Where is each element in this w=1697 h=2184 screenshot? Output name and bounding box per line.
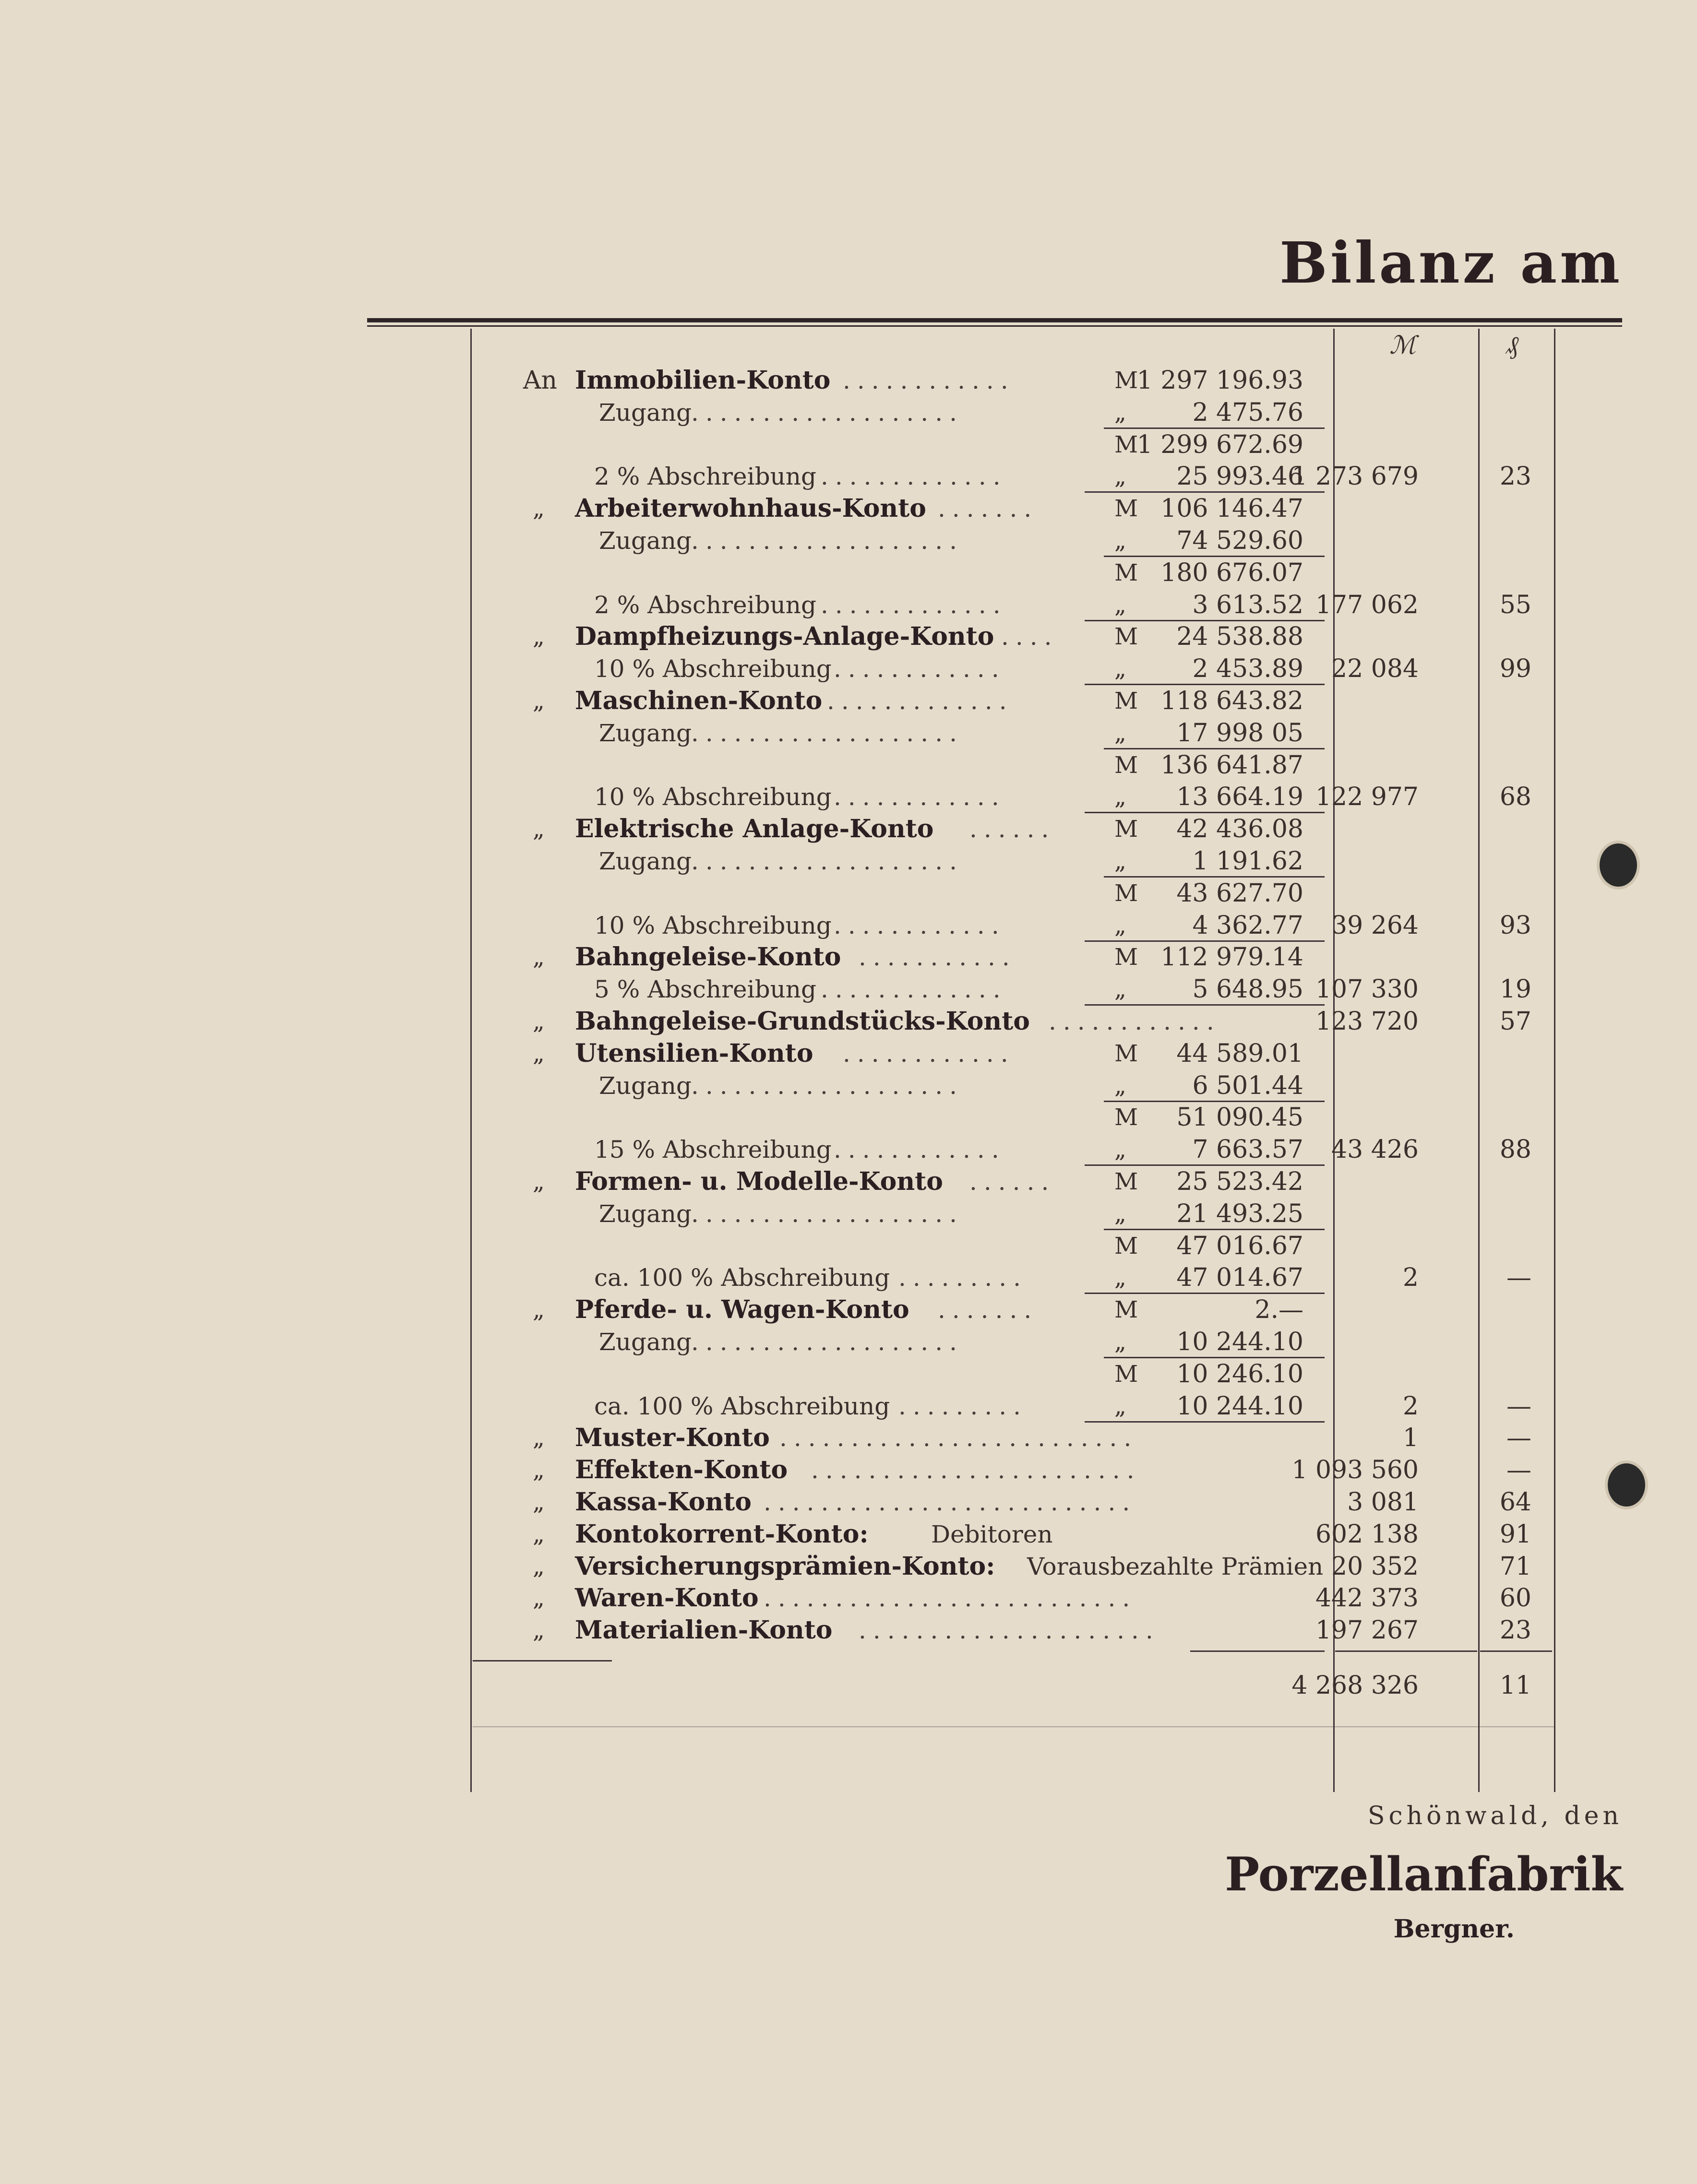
- leader-dots: ...................: [691, 847, 964, 875]
- currency-mark: M: [1114, 816, 1138, 843]
- leader-dots: ...................: [691, 527, 964, 555]
- row-prefix: „: [533, 1168, 545, 1195]
- ditto-mark: „: [1114, 1200, 1126, 1227]
- pfennig-value: 71: [1499, 1552, 1531, 1581]
- mark-value: 20 352: [1331, 1552, 1419, 1581]
- ledger-row: [0, 1262, 1697, 1294]
- account-name: Materialien-Konto: [575, 1615, 833, 1645]
- ditto-mark: „: [1114, 783, 1126, 810]
- addition-label: Zugang: [599, 1200, 692, 1228]
- mark-value: 602 138: [1315, 1520, 1419, 1549]
- mark-value: 1 093 560: [1291, 1456, 1419, 1484]
- ledger-row: [0, 621, 1697, 653]
- leader-dots: ...................: [691, 1200, 964, 1228]
- amount: 10 244.10: [1176, 1392, 1303, 1421]
- total-mark: 4 268 326: [1291, 1671, 1419, 1700]
- ditto-mark: „: [1114, 399, 1126, 426]
- amount: 17 998 05: [1176, 719, 1303, 748]
- depreciation-label: ca. 100 % Abschreibung: [594, 1264, 890, 1292]
- account-name: Bahngeleise-Grundstücks-Konto: [575, 1007, 1030, 1036]
- row-prefix: „: [533, 1521, 545, 1548]
- leader-dots: ...................: [691, 1328, 964, 1356]
- ledger-row: [0, 1134, 1697, 1165]
- ditto-mark: „: [1114, 848, 1126, 875]
- signature-place: Schönwald, den: [1367, 1802, 1623, 1830]
- leader-dots: ............: [843, 367, 1015, 394]
- amount: 136 641.87: [1160, 751, 1303, 780]
- row-prefix: „: [533, 1008, 545, 1035]
- pfennig-value: 55: [1499, 591, 1531, 619]
- ledger-row: [0, 1519, 1697, 1550]
- mark-value: 1 273 679: [1291, 462, 1419, 491]
- amount: 106 146.47: [1160, 494, 1303, 523]
- amount: 25 993.46: [1176, 462, 1303, 491]
- amount: 10 244.10: [1176, 1328, 1303, 1356]
- ledger-row: [0, 493, 1697, 524]
- ledger-row: [0, 878, 1697, 909]
- mark-value: 197 267: [1315, 1616, 1419, 1645]
- addition-label: Zugang: [599, 1328, 692, 1356]
- amount: 1 297 196.93: [1136, 366, 1303, 395]
- ditto-mark: „: [1114, 1329, 1126, 1355]
- currency-mark: M: [1114, 559, 1138, 586]
- account-name: Kontokorrent-Konto:: [575, 1519, 869, 1549]
- currency-mark: M: [1114, 1168, 1138, 1195]
- ledger-row: [0, 1422, 1697, 1454]
- mark-value: 177 062: [1315, 591, 1419, 619]
- ledger-row: [0, 1486, 1697, 1518]
- depreciation-label: 2 % Abschreibung: [594, 463, 816, 490]
- mark-value: 442 373: [1315, 1584, 1419, 1613]
- leader-dots: .............: [821, 975, 1007, 1003]
- currency-mark: M: [1114, 1296, 1138, 1323]
- amount: 13 664.19: [1176, 783, 1303, 811]
- ditto-mark: „: [1114, 527, 1126, 554]
- leader-dots: ......: [969, 815, 1056, 843]
- ledger-row: [0, 1166, 1697, 1198]
- currency-mark: M: [1114, 752, 1138, 779]
- amount: 25 523.42: [1176, 1167, 1303, 1196]
- leader-dots: .........: [898, 1392, 1028, 1420]
- pfennig-header: ₰: [1506, 331, 1518, 360]
- pfennig-value: 57: [1499, 1007, 1531, 1036]
- row-prefix: „: [533, 688, 545, 714]
- pfennig-value: 60: [1499, 1584, 1531, 1613]
- pfennig-value: —: [1506, 1263, 1531, 1292]
- mark-value: 2: [1402, 1392, 1419, 1421]
- ledger-row: [0, 1582, 1697, 1614]
- pfennig-value: 19: [1499, 975, 1531, 1004]
- depreciation-label: 10 % Abschreibung: [594, 783, 832, 811]
- row-prefix: „: [533, 944, 545, 971]
- leader-dots: .......: [938, 495, 1039, 522]
- row-prefix: „: [533, 816, 545, 843]
- leader-dots: .......................: [811, 1456, 1141, 1484]
- addition-label: Zugang: [599, 719, 692, 747]
- signature-firm: Porzellanfabrik: [1225, 1847, 1623, 1901]
- addition-label: Zugang: [599, 527, 692, 555]
- amount: 10 246.10: [1176, 1360, 1303, 1389]
- leader-dots: ...................: [691, 1072, 964, 1100]
- pfennig-value: —: [1506, 1392, 1531, 1421]
- ledger-row: [0, 1614, 1697, 1646]
- amount-total-rule: [1190, 1650, 1325, 1652]
- mark-total-rule: [1335, 1650, 1477, 1652]
- addition-label: Zugang: [599, 1072, 692, 1100]
- account-name: Elektrische Anlage-Konto: [575, 814, 934, 843]
- currency-mark: M: [1114, 623, 1138, 650]
- pfennig-value: 93: [1499, 911, 1531, 940]
- currency-mark: M: [1114, 431, 1138, 458]
- punch-hole-lower: [1608, 1463, 1645, 1507]
- currency-mark: M: [1114, 880, 1138, 907]
- row-prefix: „: [533, 1489, 545, 1516]
- ledger-row: [0, 1038, 1697, 1069]
- amount: 118 643.82: [1160, 687, 1303, 715]
- pfennig-value: 88: [1499, 1135, 1531, 1164]
- ledger-row: [0, 973, 1697, 1005]
- mark-value: 2: [1402, 1263, 1419, 1292]
- account-name: Formen- u. Modelle-Konto: [575, 1167, 943, 1196]
- ledger-row: [0, 365, 1697, 396]
- amount: 47 016.67: [1176, 1232, 1303, 1260]
- leader-dots: ..........................: [764, 1584, 1137, 1612]
- currency-mark: M: [1114, 1104, 1138, 1131]
- ledger-row: [0, 429, 1697, 461]
- ledger-row: [0, 397, 1697, 428]
- page-title: Bilanz am: [1279, 229, 1623, 296]
- addition-label: Zugang: [599, 399, 692, 427]
- amount: 112 979.14: [1160, 943, 1303, 972]
- mark-value: 3 081: [1347, 1488, 1419, 1517]
- ledger-row: [0, 1390, 1697, 1422]
- punch-hole-upper: [1600, 843, 1637, 887]
- leader-dots: ............: [834, 655, 1006, 683]
- account-name: Effekten-Konto: [575, 1455, 788, 1484]
- ditto-mark: „: [1114, 976, 1126, 1003]
- account-name: Maschinen-Konto: [575, 686, 823, 715]
- bottom-faint-rule: [473, 1726, 1554, 1727]
- ditto-mark: „: [1114, 720, 1126, 747]
- leader-dots: ......: [969, 1168, 1056, 1196]
- mark-header: ℳ: [1389, 331, 1416, 360]
- ledger-row: [0, 1198, 1697, 1230]
- header-rule: [367, 318, 1622, 322]
- ledger-row: [0, 685, 1697, 717]
- pfennig-value: 23: [1499, 1616, 1531, 1645]
- pfennig-value: 23: [1499, 462, 1531, 491]
- account-name: Versicherungsprämien-Konto:: [575, 1552, 995, 1581]
- mark-value: 1: [1402, 1424, 1419, 1452]
- ledger-row: [0, 653, 1697, 685]
- currency-mark: M: [1114, 944, 1138, 971]
- account-note: Vorausbezahlte Prämien: [1027, 1553, 1324, 1580]
- row-prefix: An: [523, 366, 558, 395]
- ditto-mark: „: [1114, 1264, 1126, 1291]
- leader-dots: .............: [827, 687, 1014, 715]
- depreciation-label: 2 % Abschreibung: [594, 591, 816, 619]
- row-prefix: „: [533, 1424, 545, 1451]
- leader-dots: ....: [1001, 623, 1059, 651]
- left-total-rule: [473, 1660, 612, 1662]
- leader-dots: ...................: [691, 719, 964, 747]
- currency-mark: M: [1114, 1233, 1138, 1259]
- account-name: Kassa-Konto: [575, 1487, 752, 1517]
- ditto-mark: „: [1114, 1136, 1126, 1163]
- depreciation-label: 10 % Abschreibung: [594, 912, 832, 939]
- pfennig-value: 64: [1499, 1488, 1531, 1517]
- amount: 7 663.57: [1192, 1135, 1303, 1164]
- row-prefix: „: [533, 1617, 545, 1644]
- mark-value: 123 720: [1315, 1007, 1419, 1036]
- amount: 180 676.07: [1160, 558, 1303, 587]
- amount: 51 090.45: [1176, 1103, 1303, 1132]
- amount: 1 299 672.69: [1136, 430, 1303, 459]
- ledger-row: [0, 1326, 1697, 1358]
- mark-value: 122 977: [1315, 783, 1419, 811]
- depreciation-label: 10 % Abschreibung: [594, 655, 832, 683]
- ditto-mark: „: [1114, 592, 1126, 618]
- ledger-row: [0, 1454, 1697, 1486]
- currency-mark: M: [1114, 1361, 1138, 1388]
- account-name: Waren-Konto: [575, 1583, 759, 1613]
- currency-mark: M: [1114, 1040, 1138, 1067]
- leader-dots: ..........................: [764, 1488, 1137, 1516]
- ditto-mark: „: [1114, 912, 1126, 939]
- ledger-row: [0, 717, 1697, 749]
- amount: 2.—: [1255, 1295, 1303, 1324]
- ledger-row: [0, 557, 1697, 589]
- ledger-row: [0, 1294, 1697, 1326]
- leader-dots: .......: [938, 1296, 1039, 1324]
- account-name: Dampfheizungs-Anlage-Konto: [575, 622, 994, 651]
- leader-dots: ............: [843, 1040, 1015, 1068]
- ledger-row: [0, 589, 1697, 621]
- currency-mark: M: [1114, 367, 1138, 394]
- row-prefix: „: [533, 1296, 545, 1323]
- leader-dots: .............: [821, 463, 1007, 490]
- ditto-mark: „: [1114, 655, 1126, 682]
- amount: 4 362.77: [1192, 911, 1303, 940]
- header-rule-thin: [367, 325, 1622, 327]
- row-prefix: „: [533, 1457, 545, 1484]
- ledger-row: [0, 781, 1697, 813]
- depreciation-label: ca. 100 % Abschreibung: [594, 1392, 890, 1420]
- leader-dots: .........................: [779, 1424, 1138, 1452]
- amount: 1 191.62: [1192, 847, 1303, 876]
- ledger-row: [0, 1070, 1697, 1102]
- ledger-row: [0, 910, 1697, 941]
- leader-dots: ...................: [691, 399, 964, 427]
- depreciation-label: 15 % Abschreibung: [594, 1136, 832, 1163]
- pfennig-value: 99: [1499, 654, 1531, 683]
- account-name: Pferde- u. Wagen-Konto: [575, 1295, 909, 1324]
- account-name: Muster-Konto: [575, 1423, 770, 1452]
- amount: 3 613.52: [1192, 591, 1303, 619]
- amount: 2 453.89: [1192, 654, 1303, 683]
- ditto-mark: „: [1114, 1072, 1126, 1099]
- mark-value: 43 426: [1331, 1135, 1419, 1164]
- account-name: Utensilien-Konto: [575, 1039, 813, 1068]
- signature-name: Bergner.: [1393, 1914, 1515, 1944]
- account-name: Immobilien-Konto: [575, 366, 831, 395]
- pfennig-value: 68: [1499, 783, 1531, 811]
- ledger-row: [0, 1358, 1697, 1390]
- leader-dots: ...........: [859, 943, 1016, 971]
- ledger-row: [0, 813, 1697, 845]
- ditto-mark: „: [1114, 1393, 1126, 1420]
- amount: 44 589.01: [1176, 1039, 1303, 1068]
- ledger-row: [0, 749, 1697, 781]
- account-note: Debitoren: [931, 1520, 1053, 1548]
- row-prefix: „: [533, 1585, 545, 1612]
- amount: 47 014.67: [1176, 1263, 1303, 1292]
- amount: 43 627.70: [1176, 879, 1303, 908]
- mark-value: 22 084: [1331, 654, 1419, 683]
- leader-dots: .............: [821, 591, 1007, 619]
- account-name: Arbeiterwohnhaus-Konto: [575, 494, 926, 523]
- row-prefix: „: [533, 495, 545, 522]
- total-pfennig: 11: [1499, 1671, 1531, 1700]
- leader-dots: .....................: [859, 1616, 1160, 1644]
- ledger-row: [0, 525, 1697, 557]
- pfennig-value: —: [1506, 1424, 1531, 1452]
- pfennig-value: —: [1506, 1456, 1531, 1484]
- ditto-mark: „: [1114, 463, 1126, 490]
- leader-dots: ............: [834, 1136, 1006, 1163]
- account-name: Bahngeleise-Konto: [575, 942, 841, 972]
- ledger-row: [0, 461, 1697, 492]
- amount: 21 493.25: [1176, 1199, 1303, 1228]
- addition-label: Zugang: [599, 847, 692, 875]
- mark-value: 107 330: [1315, 975, 1419, 1004]
- ledger-row: [0, 1102, 1697, 1133]
- pf-total-rule: [1480, 1650, 1552, 1652]
- total-row: [0, 1670, 1697, 1701]
- pfennig-value: 91: [1499, 1520, 1531, 1549]
- amount: 74 529.60: [1176, 526, 1303, 555]
- amount: 42 436.08: [1176, 815, 1303, 843]
- amount: 24 538.88: [1176, 622, 1303, 651]
- leader-dots: ............: [834, 783, 1006, 811]
- currency-mark: M: [1114, 495, 1138, 522]
- currency-mark: M: [1114, 688, 1138, 714]
- ledger-row: [0, 941, 1697, 973]
- ledger-row: [0, 1006, 1697, 1037]
- leader-dots: .........: [898, 1264, 1028, 1292]
- amount: 2 475.76: [1192, 398, 1303, 427]
- mark-value: 39 264: [1331, 911, 1419, 940]
- leader-dots: ............: [834, 912, 1006, 939]
- amount: 5 648.95: [1192, 975, 1303, 1004]
- ledger-row: [0, 1551, 1697, 1582]
- depreciation-label: 5 % Abschreibung: [594, 975, 816, 1003]
- leader-dots: ............: [1049, 1008, 1221, 1035]
- row-prefix: „: [533, 623, 545, 650]
- ledger-row: [0, 1230, 1697, 1262]
- row-prefix: „: [533, 1040, 545, 1067]
- ledger-row: [0, 845, 1697, 877]
- row-prefix: „: [533, 1553, 545, 1580]
- amount: 6 501.44: [1192, 1071, 1303, 1100]
